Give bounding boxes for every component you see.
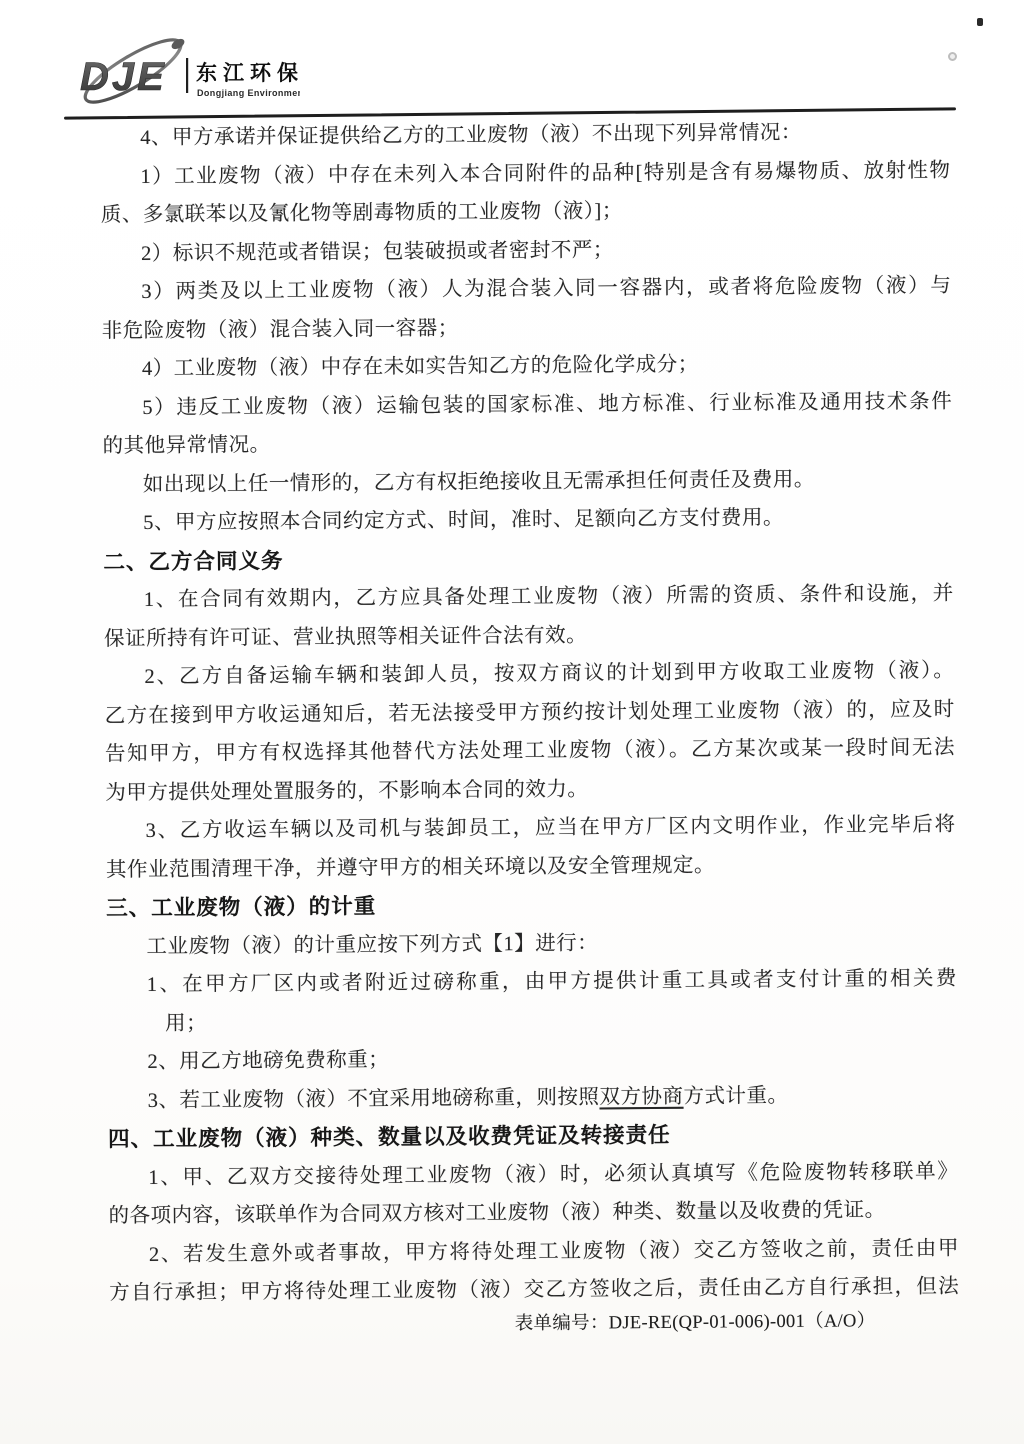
document-line: 为甲方提供处理处置服务的，不影响本合同的效力。 [105,778,589,804]
document-line: 的各项内容，该联单作为合同双方核对工业废物（液）种类、数量以及收费的凭证。 [108,1199,886,1228]
underlined-term: 双方协商 [599,1085,684,1108]
document-line: 1、在合同有效期内，乙方应具备处理工业废物（液）所需的资质、条件和设施，并 [143,582,954,612]
dje-monogram: DJE [80,55,167,99]
document-line: 工业废物（液）的计重应按下列方式【1】进行： [146,931,599,958]
document-line: 5）违反工业废物（液）运输包装的国家标准、地方标准、行业标准及通用技术条件 [142,390,953,419]
document-line: 3、乙方收运车辆以及司机与装卸员工，应当在甲方厂区内文明作业，作业完毕后将 [145,813,956,843]
text-segment: 方式计重。 [683,1084,789,1108]
document-line: 的其他异常情况。 [102,434,271,458]
company-name-cn: 东江环保 [196,61,300,85]
logo-graphic [50,28,300,110]
document-line: 4）工业废物（液）中存在未如实告知乙方的危险化学成分； [141,353,699,381]
document-line: 1、在甲方厂区内或者附近过磅称重，由甲方提供计重工具或者支付计重的相关费 [146,967,957,996]
document-line [108,1075,958,1120]
document-line: 质、多氯联苯以及氰化物等剧毒物质的工业废物（液）]； [100,200,623,227]
section-heading: 三、工业废物（液）的计重 [106,894,377,921]
document-line: 保证所持有许可证、营业执照等相关证件合法有效。 [104,624,588,650]
document-line: 告知甲方，甲方有权选择其他替代方法处理工业废物（液）。乙方某次或某一段时间无法 [104,736,956,766]
document-line: 非危险废物（液）混合装入同一容器； [101,317,459,342]
text-segment: 3、若工业废物（液）不宜采用地磅称重，则按照 [147,1085,600,1112]
document-line: 2）标识不规范或者错误；包装破损或者密封不严； [140,238,614,265]
document-line: 用； [165,1012,208,1035]
document-line: 2、乙方自备运输车辆和装卸人员，按双方商议的计划到甲方收取工业废物（液）。 [144,659,955,689]
scan-speck-icon [948,52,957,61]
section-heading: 四、工业废物（液）种类、数量以及收费凭证及转接责任 [107,1122,671,1152]
document-line: 其作业范围清理干净，并遵守甲方的相关环境以及安全管理规定。 [105,854,715,881]
logo-divider [186,58,188,93]
document-line: 如出现以上任一情形的，乙方有权拒绝接收且无需承担任何责任及费用。 [142,468,815,496]
document-line: 乙方在接到甲方收运通知后，若无法接受甲方预约按计划处理工业废物（液）的，应及时 [104,698,955,727]
company-logo [50,28,300,110]
document-line: 1）工业废物（液）中存在未列入本合同附件的品种[特别是含有易爆物质、放射性物 [140,159,951,188]
document-line: 2、用乙方地磅免费称重； [147,1049,390,1073]
document-line: 4、甲方承诺并保证提供给乙方的工业废物（液）不出现下列异常情况： [140,121,802,150]
document-body [100,113,960,1380]
document-line: 方自行承担；甲方将待处理工业废物（液）交乙方签收之后，责任由乙方自行承担，但法 [109,1275,960,1305]
document-line: 1、甲、乙双方交接待处理工业废物（液）时，必须认真填写《危险废物转移联单》 [148,1160,959,1189]
footer-form-number: 表单编号：DJE-RE(QP-01-006)-001（A/O） [514,1311,876,1335]
document-line: 5、甲方应按照本合同约定方式、时间，准时、足额向乙方支付费用。 [143,506,785,535]
company-name-en: Dongjiang Environment [197,88,300,98]
section-heading: 二、乙方合同义务 [103,548,284,574]
document-line: 2、若发生意外或者事故，甲方将待处理工业废物（液）交乙方签收之前，责任由甲 [148,1237,959,1266]
scan-speck-icon [977,18,983,26]
document-lines [100,113,959,1313]
document-line: 3）两类及以上工业废物（液）人为混合装入同一容器内，或者将危险废物（液）与 [141,274,952,304]
